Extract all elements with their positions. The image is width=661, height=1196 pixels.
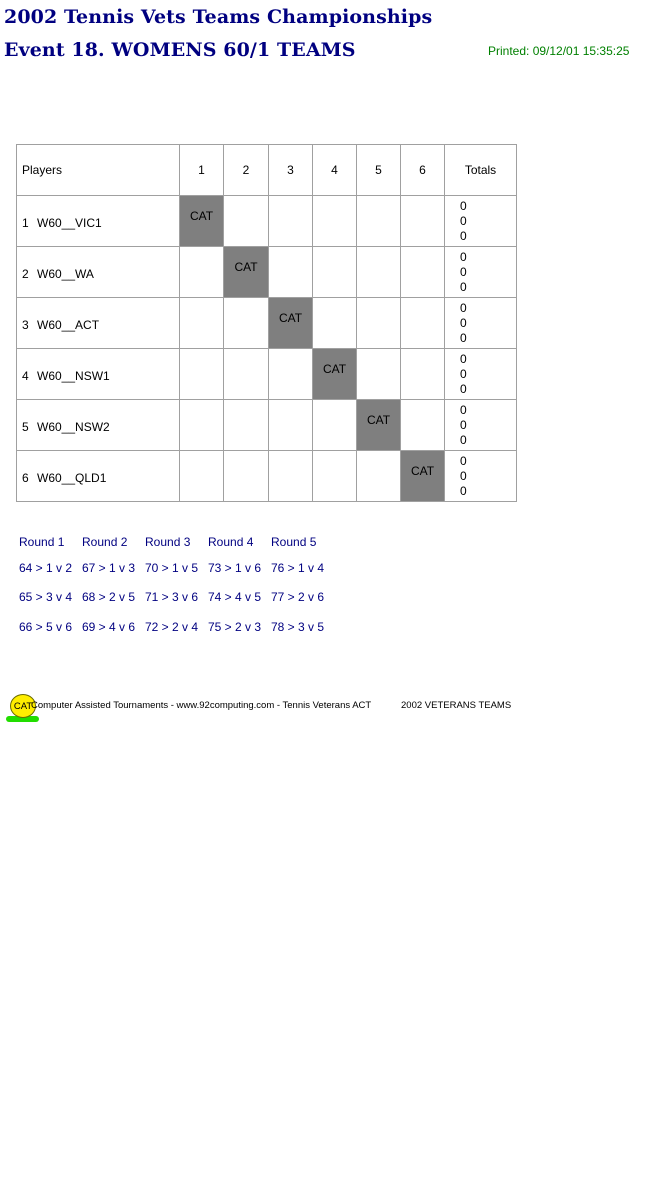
score-cell xyxy=(269,349,313,400)
player-name: W60__VIC1 xyxy=(37,216,102,230)
total-value: 0 xyxy=(460,366,467,381)
score-cell xyxy=(401,298,445,349)
player-name: W60__NSW1 xyxy=(37,369,110,383)
cat-cell xyxy=(357,400,401,451)
page-title: 2002 Tennis Vets Teams Championships xyxy=(4,6,433,28)
player-row xyxy=(17,349,517,400)
player-name: W60__NSW2 xyxy=(37,420,110,434)
score-cell xyxy=(269,196,313,247)
footer-credit: Computer Assisted Tournaments - www.92computing.com - Tennis Veterans ACT xyxy=(31,700,372,711)
score-cell xyxy=(224,298,269,349)
score-cell xyxy=(180,349,224,400)
round-match: 72 > 2 v 4 xyxy=(145,620,199,634)
round-match: 68 > 2 v 5 xyxy=(82,590,136,604)
round-match: 67 > 1 v 3 xyxy=(82,561,136,575)
score-cell xyxy=(269,400,313,451)
player-entry xyxy=(22,267,94,281)
column-header-1: 1 xyxy=(180,145,224,196)
round-match: 65 > 3 v 4 xyxy=(19,590,73,604)
column-header-4: 4 xyxy=(313,145,357,196)
player-cell xyxy=(17,298,180,349)
round-match: 75 > 2 v 3 xyxy=(208,620,262,634)
cat-cell xyxy=(224,247,269,298)
total-value: 0 xyxy=(460,453,467,468)
column-header-6: 6 xyxy=(401,145,445,196)
total-value: 0 xyxy=(460,279,467,294)
total-value: 0 xyxy=(460,381,467,396)
total-value: 0 xyxy=(460,330,467,345)
player-entry xyxy=(22,471,106,485)
totals-cell xyxy=(445,451,517,502)
cat-cell xyxy=(180,196,224,247)
total-value: 0 xyxy=(460,483,467,498)
score-cell xyxy=(401,400,445,451)
player-entry xyxy=(22,420,110,434)
score-cell xyxy=(180,298,224,349)
total-value: 0 xyxy=(460,213,467,228)
score-cell xyxy=(269,247,313,298)
cat-logo-icon: CAT xyxy=(10,694,36,718)
total-value: 0 xyxy=(460,228,467,243)
round-match: 77 > 2 v 6 xyxy=(271,590,325,604)
total-value: 0 xyxy=(460,417,467,432)
player-name: W60__QLD1 xyxy=(37,471,107,485)
cat-label: CAT xyxy=(234,260,258,274)
round-match: 76 > 1 v 4 xyxy=(271,561,325,575)
totals-cell xyxy=(445,349,517,400)
round-match: 64 > 1 v 2 xyxy=(19,561,73,575)
cat-label: CAT xyxy=(322,362,347,376)
round-label: Round 5 xyxy=(271,535,317,549)
footer-event-name: 2002 VETERANS TEAMS xyxy=(401,700,512,711)
results-grid xyxy=(16,144,517,502)
score-cell xyxy=(357,298,401,349)
round-label: Round 1 xyxy=(19,535,65,549)
player-cell xyxy=(17,247,180,298)
total-value: 0 xyxy=(460,468,467,483)
round-match: 74 > 4 v 5 xyxy=(208,590,262,604)
player-number: 2 xyxy=(22,267,29,281)
player-name: W60__WA xyxy=(37,267,94,281)
round-label: Round 2 xyxy=(82,535,128,549)
player-name: W60__ACT xyxy=(37,318,100,332)
player-number: 5 xyxy=(22,420,29,434)
player-entry xyxy=(22,318,99,332)
score-cell xyxy=(313,451,357,502)
cat-label: CAT xyxy=(189,209,214,223)
player-row xyxy=(17,247,517,298)
score-cell xyxy=(357,247,401,298)
footer xyxy=(6,692,526,726)
score-cell xyxy=(313,298,357,349)
player-cell xyxy=(17,451,180,502)
total-value: 0 xyxy=(460,432,467,447)
total-value: 0 xyxy=(460,351,467,366)
cat-cell xyxy=(401,451,445,502)
score-cell xyxy=(401,247,445,298)
round-match: 73 > 1 v 6 xyxy=(208,561,262,575)
score-cell xyxy=(224,451,269,502)
round-match: 70 > 1 v 5 xyxy=(145,561,199,575)
event-title: Event 18. WOMENS 60/1 TEAMS xyxy=(4,39,356,61)
player-cell xyxy=(17,349,180,400)
score-cell xyxy=(313,196,357,247)
player-number: 1 xyxy=(22,216,29,230)
score-cell xyxy=(180,451,224,502)
score-cell xyxy=(224,349,269,400)
cat-label: CAT xyxy=(278,311,303,325)
totals-cell xyxy=(445,298,517,349)
score-cell xyxy=(224,196,269,247)
cat-cell xyxy=(313,349,357,400)
player-entry xyxy=(22,369,110,383)
score-cell xyxy=(401,349,445,400)
total-value: 0 xyxy=(460,300,467,315)
score-cell xyxy=(269,451,313,502)
players-header: Players xyxy=(17,145,180,196)
round-label: Round 4 xyxy=(208,535,254,549)
round-match: 66 > 5 v 6 xyxy=(19,620,73,634)
grid-header-row xyxy=(17,145,517,196)
round-label: Round 3 xyxy=(145,535,191,549)
cat-label: CAT xyxy=(410,464,435,478)
round-match: 69 > 4 v 6 xyxy=(82,620,136,634)
player-row xyxy=(17,298,517,349)
player-cell xyxy=(17,196,180,247)
player-number: 3 xyxy=(22,318,29,332)
column-header-3: 3 xyxy=(269,145,313,196)
score-cell xyxy=(224,400,269,451)
score-cell xyxy=(357,196,401,247)
score-cell xyxy=(180,400,224,451)
column-header-5: 5 xyxy=(357,145,401,196)
column-header-2: 2 xyxy=(224,145,269,196)
score-cell xyxy=(401,196,445,247)
round-match: 71 > 3 v 6 xyxy=(145,590,199,604)
total-value: 0 xyxy=(460,249,467,264)
player-row xyxy=(17,451,517,502)
total-value: 0 xyxy=(460,198,467,213)
player-row xyxy=(17,400,517,451)
total-value: 0 xyxy=(460,315,467,330)
printed-timestamp: Printed: 09/12/01 15:35:25 xyxy=(488,44,630,58)
score-cell xyxy=(313,400,357,451)
score-cell xyxy=(357,451,401,502)
score-cell xyxy=(313,247,357,298)
totals-cell xyxy=(445,400,517,451)
player-row xyxy=(17,196,517,247)
totals-cell xyxy=(445,247,517,298)
totals-cell xyxy=(445,196,517,247)
cat-cell xyxy=(269,298,313,349)
player-number: 4 xyxy=(22,369,29,383)
player-cell xyxy=(17,400,180,451)
round-match: 78 > 3 v 5 xyxy=(271,620,325,634)
totals-header: Totals xyxy=(445,145,517,196)
player-entry xyxy=(22,216,102,230)
total-value: 0 xyxy=(460,264,467,279)
score-cell xyxy=(357,349,401,400)
cat-label: CAT xyxy=(366,413,391,427)
total-value: 0 xyxy=(460,402,467,417)
score-cell xyxy=(180,247,224,298)
player-number: 6 xyxy=(22,471,29,485)
